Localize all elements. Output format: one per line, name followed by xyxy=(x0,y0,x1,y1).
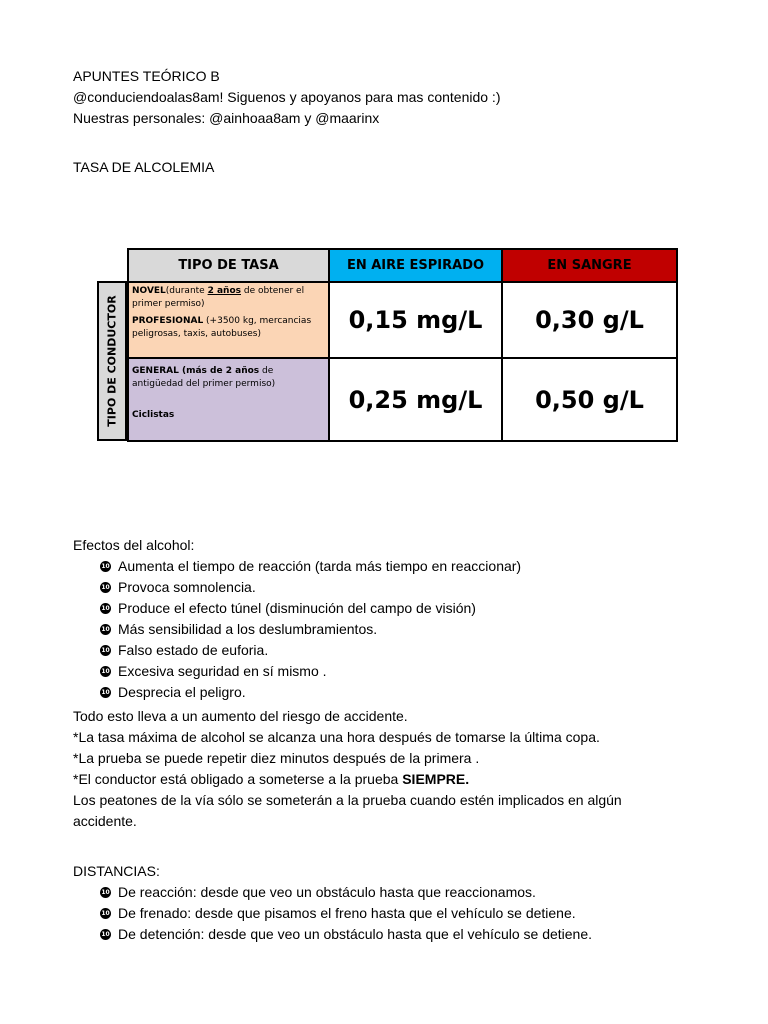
section-title-tasa: TASA DE ALCOLEMIA xyxy=(73,159,215,175)
numbered-circle-10-icon: 10 xyxy=(101,563,110,570)
list-item-text: Desprecia el peligro. xyxy=(118,684,246,700)
numbered-circle-10-icon: 10 xyxy=(101,605,110,612)
col-header-aire: EN AIRE ESPIRADO xyxy=(328,248,503,283)
row1-description xyxy=(127,281,330,359)
row1-aire-value: 0,15 mg/L xyxy=(328,281,503,359)
note-siempre: SIEMPRE. xyxy=(402,771,470,787)
numbered-circle-10-icon: 10 xyxy=(101,689,110,696)
row2-aire-value: 0,25 mg/L xyxy=(328,357,503,442)
numbered-circle-10-icon: 10 xyxy=(101,931,110,938)
col-header-tipo-tasa: TIPO DE TASA xyxy=(127,248,330,283)
list-item-text: Aumenta el tiempo de reacción (tarda más tiempo en reaccionar) xyxy=(118,558,522,574)
list-item xyxy=(100,682,521,703)
ciclistas-label: Ciclistas xyxy=(132,410,175,420)
list-item xyxy=(100,577,521,598)
note-peatones-cont: accidente. xyxy=(73,813,137,829)
note-peatones: Los peatones de la vía sólo se someterán a la prueba cuando estén implicados en algún xyxy=(73,792,622,808)
efectos-list xyxy=(100,556,521,703)
distancias-list xyxy=(100,882,592,945)
list-item-text: Más sensibilidad a los deslumbramientos. xyxy=(118,621,378,637)
list-item xyxy=(100,640,521,661)
distancias-title: DISTANCIAS: xyxy=(73,863,160,879)
novel-label: NOVEL xyxy=(132,286,166,296)
general-years: 2 años xyxy=(225,366,260,376)
list-item-text: De frenado: desde que pisamos el freno hasta que el vehículo se detiene. xyxy=(118,905,576,921)
numbered-circle-10-icon: 10 xyxy=(101,647,110,654)
numbered-circle-10-icon: 10 xyxy=(101,668,110,675)
numbered-circle-10-icon: 10 xyxy=(101,584,110,591)
novel-post: de obtener el primer permiso) xyxy=(132,286,305,309)
numbered-circle-10-icon: 10 xyxy=(101,910,110,917)
row-header-label: TIPO DE CONDUCTOR xyxy=(105,295,119,427)
efectos-title: Efectos del alcohol: xyxy=(73,537,195,553)
general-label: GENERAL xyxy=(132,366,179,376)
numbered-circle-10-icon: 10 xyxy=(101,889,110,896)
general-post: de antigüedad del primer permiso) xyxy=(132,366,276,389)
novel-years: 2 años xyxy=(207,286,241,296)
alcohol-rate-table xyxy=(97,248,678,442)
note-tasa-maxima: *La tasa máxima de alcohol se alcanza una hora después de tomarse la última copa. xyxy=(73,729,600,745)
list-item xyxy=(100,924,592,945)
col-header-sangre: EN SANGRE xyxy=(501,248,678,283)
novel-pre: (durante xyxy=(165,286,208,296)
profesional-text: (+3500 kg, mercancias peligrosas, taxis, autobuses) xyxy=(132,316,312,339)
list-item-text: De detención: desde que veo un obstáculo hasta que el vehículo se detiene. xyxy=(118,926,593,942)
list-item-text: Falso estado de euforia. xyxy=(118,642,269,658)
note-obligado xyxy=(73,769,469,789)
note-riesgo: Todo esto lleva a un aumento del riesgo de accidente. xyxy=(73,708,408,724)
list-item-text: De reacción: desde que veo un obstáculo hasta que reaccionamos. xyxy=(118,884,536,900)
list-item-text: Excesiva seguridad en sí mismo . xyxy=(118,663,327,679)
list-item xyxy=(100,619,521,640)
note-obligado-text: *El conductor está obligado a someterse a la prueba xyxy=(73,771,403,787)
list-item xyxy=(100,556,521,577)
general-pre: (más de xyxy=(178,366,226,376)
row-header-tipo-conductor xyxy=(97,281,127,441)
list-item-text: Produce el efecto túnel (disminución del campo de visión) xyxy=(118,600,476,616)
profesional-label: PROFESIONAL xyxy=(132,316,204,326)
row1-sangre-value: 0,30 g/L xyxy=(501,281,678,359)
social-line: @conduciendoalas8am! Siguenos y apoyanos para mas contenido :) xyxy=(73,89,501,105)
row2-description xyxy=(127,357,330,442)
doc-title: APUNTES TEÓRICO B xyxy=(73,68,220,84)
list-item-text: Provoca somnolencia. xyxy=(118,579,256,595)
numbered-circle-10-icon: 10 xyxy=(101,626,110,633)
list-item xyxy=(100,882,592,903)
list-item xyxy=(100,661,521,682)
list-item xyxy=(100,903,592,924)
note-repetir: *La prueba se puede repetir diez minutos después de la primera . xyxy=(73,750,480,766)
row2-sangre-value: 0,50 g/L xyxy=(501,357,678,442)
personal-accounts-line: Nuestras personales: @ainhoaa8am y @maarinx xyxy=(73,110,380,126)
list-item xyxy=(100,598,521,619)
